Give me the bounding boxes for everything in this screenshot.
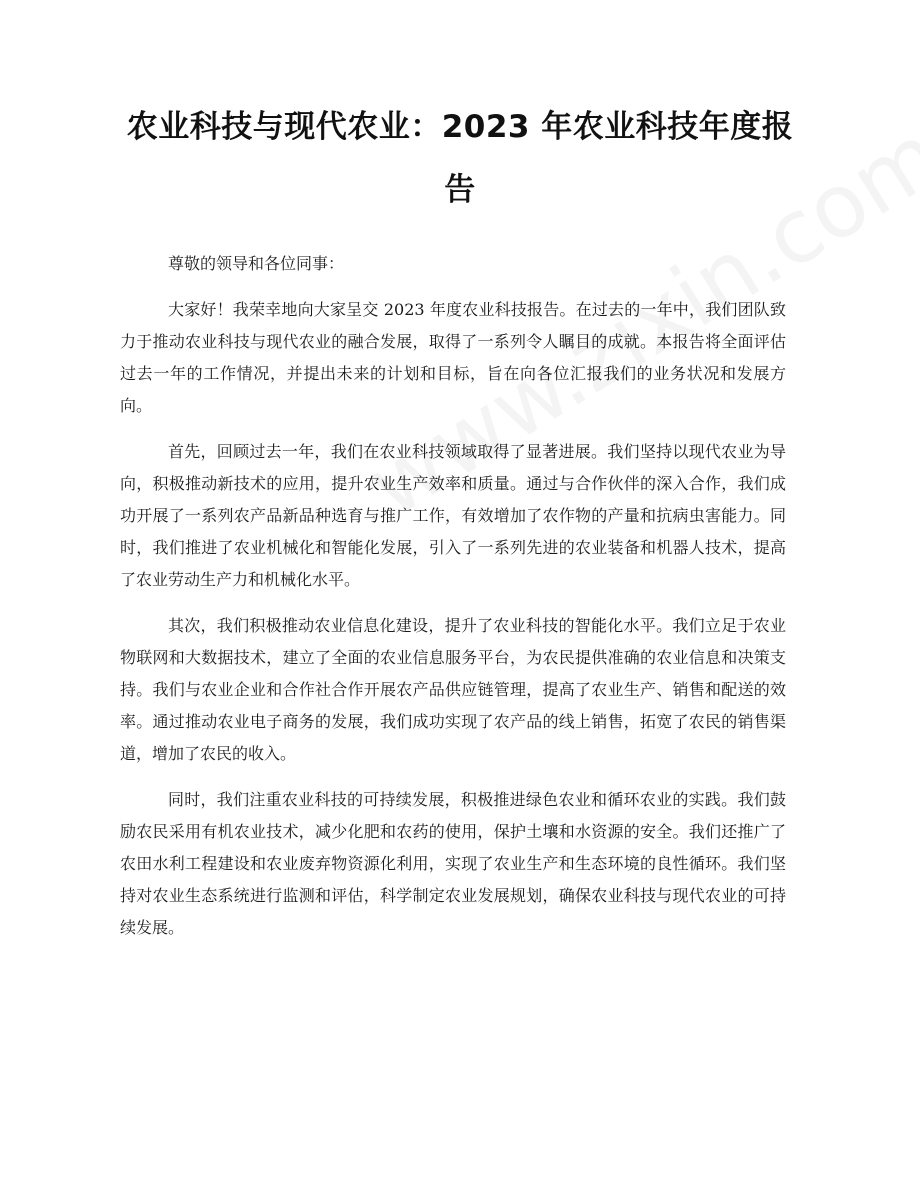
paragraph-2: 首先，回顾过去一年，我们在农业科技领域取得了显著进展。我们坚持以现代农业为导向，积极推动新技术的应用，提升农业生产效率和质量。通过与合作伙伴的深入合作，我们成功开展了一系列农产品新品种选育与推广工作，有效增加了农作物的产量和抗病虫害能力。同时，我们推进了农业机械化和智能化发展，引入了一系列先进的农业装备和机器人技术，提高了农业劳动生产力和机械化水平。	[120, 442, 786, 589]
greeting: 尊敬的领导和各位同事：	[168, 254, 345, 273]
document-body	[120, 248, 786, 958]
paragraph-3: 其次，我们积极推动农业信息化建设，提升了农业科技的智能化水平。我们立足于农业物联网和大数据技术，建立了全面的农业信息服务平台，为农民提供准确的农业信息和决策支持。我们与农业企业和合作社合作开展农产品供应链管理，提高了农业生产、销售和配送的效率。通过推动农业电子商务的发展，我们成功实现了农产品的线上销售，拓宽了农民的销售渠道，增加了农民的收入。	[120, 616, 786, 763]
paragraph-1: 大家好！我荣幸地向大家呈交 2023 年度农业科技报告。在过去的一年中，我们团队致力于推动农业科技与现代农业的融合发展，取得了一系列令人瞩目的成就。本报告将全面评估过去一年的工作情况，并提出未来的计划和目标，旨在向各位汇报我们的业务状况和发展方向。	[120, 300, 786, 415]
document-title: 农业科技与现代农业：2023 年农业科技年度报告	[126, 109, 794, 208]
paragraph-4: 同时，我们注重农业科技的可持续发展，积极推进绿色农业和循环农业的实践。我们鼓励农民采用有机农业技术，减少化肥和农药的使用，保护土壤和水资源的安全。我们还推广了农田水利工程建设和农业废弃物资源化利用，实现了农业生产和生态环境的良性循环。我们坚持对农业生态系统进行监测和评估，科学制定农业发展规划，确保农业科技与现代农业的可持续发展。	[120, 790, 786, 937]
